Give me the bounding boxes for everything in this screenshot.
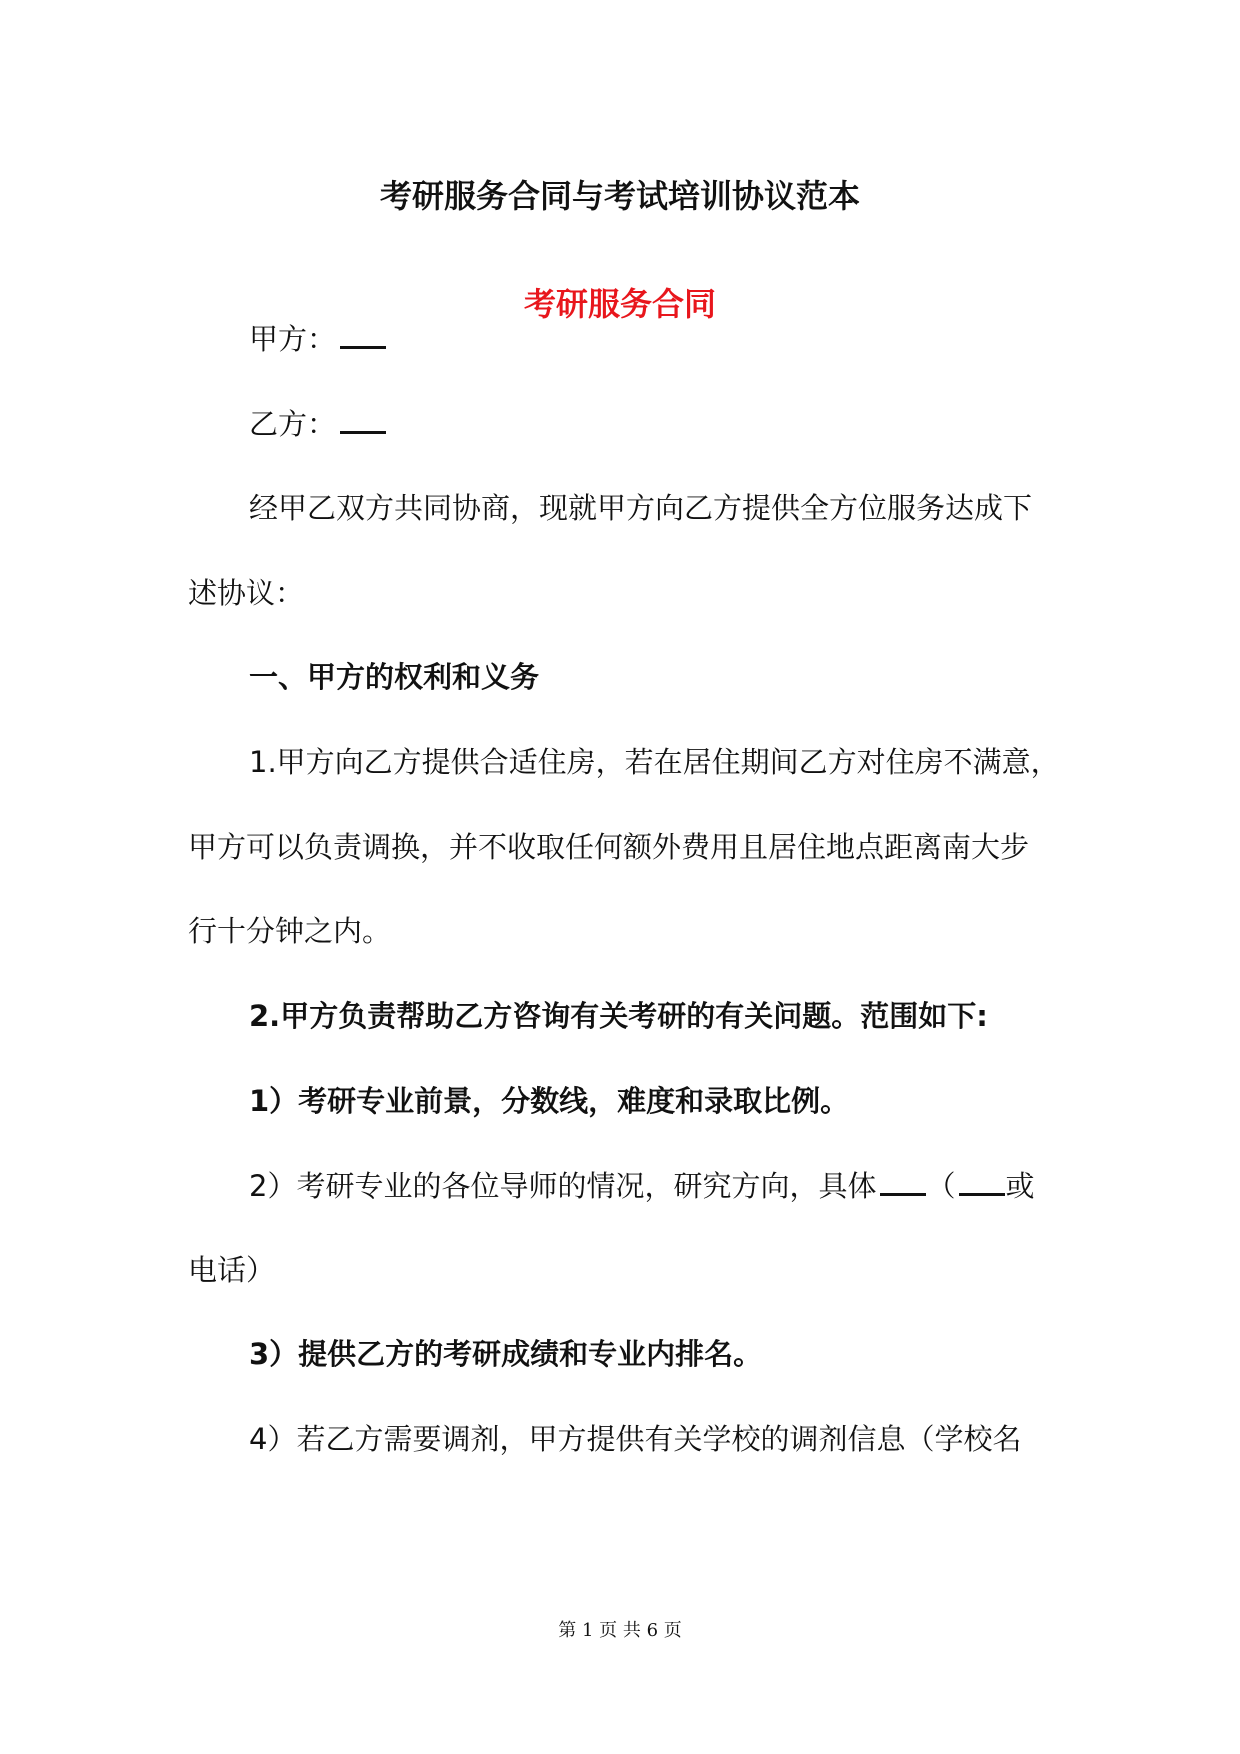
sub-item-2-line-2: 电话） — [188, 1253, 276, 1287]
sub-item-2-line-1 — [249, 1165, 1034, 1206]
contact-blank — [959, 1165, 1005, 1196]
section-heading-1: 一、甲方的权利和义务 — [249, 660, 540, 694]
item1-line-3: 行十分钟之内。 — [188, 914, 392, 948]
sub-item-2-text: 2）考研专业的各位导师的情况，研究方向，具体 — [249, 1169, 877, 1203]
sub-item-3: 3）提供乙方的考研成绩和专业内排名。 — [249, 1337, 763, 1371]
item2-heading: 2.甲方负责帮助乙方咨询有关考研的有关问题。范围如下: — [249, 999, 988, 1033]
tutor-blank — [880, 1165, 926, 1196]
party-b-label: 乙方： — [249, 407, 337, 441]
party-a-line — [249, 318, 386, 359]
party-b-line — [249, 403, 386, 444]
page-footer: 第 1 页 共 6 页 — [558, 1620, 682, 1641]
party-a-label: 甲方： — [249, 322, 337, 356]
sub-item-2-or: 或 — [1005, 1169, 1035, 1203]
sub-item-4: 4）若乙方需要调剂，甲方提供有关学校的调剂信息（学校名 — [249, 1422, 1022, 1456]
intro-line-2: 述协议： — [188, 576, 305, 610]
item1-line-2: 甲方可以负责调换，并不收取任何额外费用且居住地点距离南大步 — [188, 830, 1030, 864]
item1-line-1: 1.甲方向乙方提供合适住房，若在居住期间乙方对住房不满意， — [249, 745, 1060, 779]
party-a-blank — [340, 318, 386, 349]
contract-subtitle: 考研服务合同 — [523, 285, 716, 323]
intro-line-1: 经甲乙双方共同协商，现就甲方向乙方提供全方位服务达成下 — [249, 491, 1033, 525]
sub-item-1: 1）考研专业前景，分数线，难度和录取比例。 — [249, 1084, 850, 1118]
party-b-blank — [340, 403, 386, 434]
sub-item-2-paren: （ — [926, 1169, 956, 1203]
document-title: 考研服务合同与考试培训协议范本 — [379, 177, 860, 215]
